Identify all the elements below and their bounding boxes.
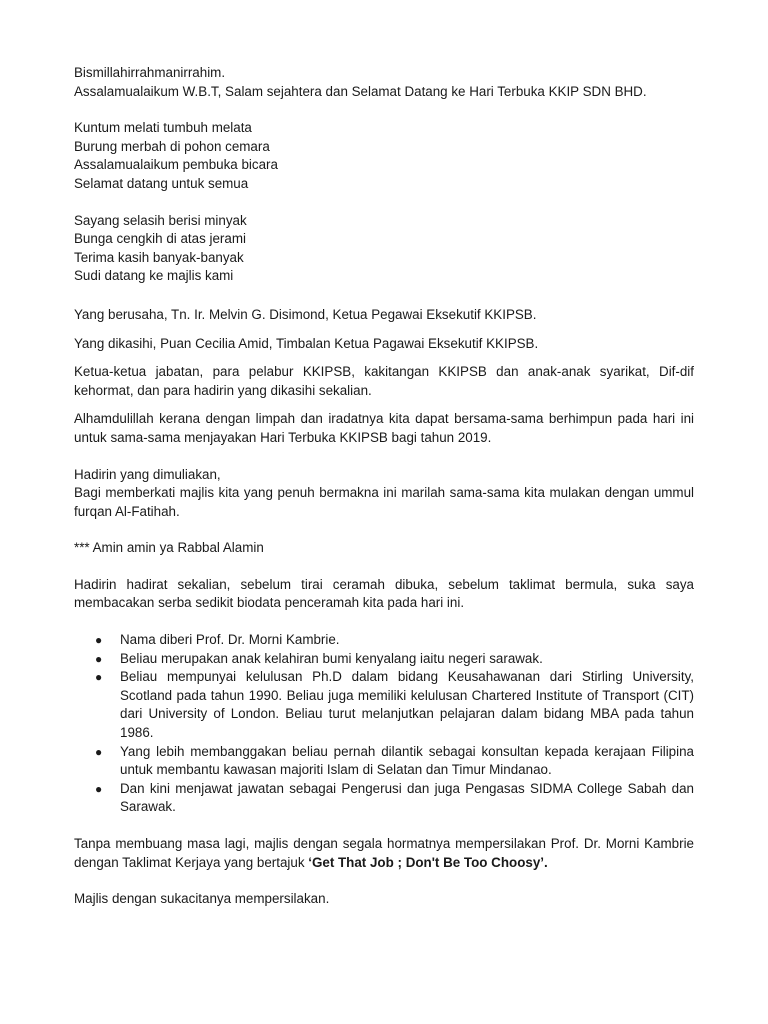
spacer <box>74 558 694 576</box>
final-line: Majlis dengan sukacitanya mempersilakan. <box>74 891 330 907</box>
closing-text: Tanpa membuang masa lagi, majlis dengan segala hormatnya mempersilakan Prof. Dr. Morni Kambrie dengan Taklimat Kerjaya yang bertajuk <box>74 836 694 870</box>
bio-item-text: Beliau merupakan anak kelahiran bumi kenyalang iaitu negeri sarawak. <box>120 650 543 666</box>
pantun-line: Sudi datang ke majlis kami <box>74 268 234 284</box>
document-page <box>74 64 694 909</box>
amin-line: *** Amin amin ya Rabbal Alamin <box>74 540 264 556</box>
spacer <box>74 613 694 631</box>
greeting-deputy: Yang dikasihi, Puan Cecilia Amid, Timbalan Ketua Pagawai Eksekutif KKIPSB. <box>74 335 539 351</box>
spacer <box>74 194 694 212</box>
spacer <box>74 817 694 835</box>
bio-list <box>74 631 694 817</box>
list-item <box>74 743 694 780</box>
bullet-icon: ● <box>95 633 103 648</box>
talk-title: ‘Get That Job ; Don't Be Too Choosy’. <box>308 854 548 870</box>
pantun-line: Sayang selasih berisi minyak <box>74 212 247 228</box>
hadirin-heading: Hadirin yang dimuliakan, <box>74 466 221 482</box>
pantun-line: Assalamualaikum pembuka bicara <box>74 157 278 173</box>
bullet-icon: ● <box>95 651 103 666</box>
list-item <box>74 668 694 742</box>
pantun-line: Selamat datang untuk semua <box>74 175 249 191</box>
spacer <box>74 872 694 890</box>
list-item <box>74 650 694 669</box>
opening-line: Bismillahirrahmanirrahim. <box>74 65 226 80</box>
pantun-stanza <box>74 119 694 193</box>
list-item <box>74 780 694 817</box>
pantun-line: Burung merbah di pohon cemara <box>74 138 270 154</box>
list-item <box>74 631 694 650</box>
spacer <box>74 521 694 539</box>
pantun-line: Bunga cengkih di atas jerami <box>74 231 246 247</box>
bio-item-text: Dan kini menjawat jawatan sebagai Pengerusi dan juga Pengasas SIDMA College Sabah dan Sarawak. <box>120 780 694 815</box>
spacer <box>74 353 694 363</box>
bio-item-text: Nama diberi Prof. Dr. Morni Kambrie. <box>120 632 340 648</box>
spacer <box>74 101 694 119</box>
spacer <box>74 400 694 410</box>
bio-item-text: Yang lebih membanggakan beliau pernah dilantik sebagai konsultan kepada kerajaan Filipina untuk membantu kawasan majoriti Islam di Selatan dan Timur Mindanao. <box>120 743 694 778</box>
pantun-line: Terima kasih banyak-banyak <box>74 249 244 265</box>
bio-intro-paragraph: Hadirin hadirat sekalian, sebelum tirai ceramah dibuka, sebelum taklimat bermula, suka saya membacakan serba sedikit biodata penceramah kita pada hari ini. <box>74 576 694 611</box>
bullet-icon: ● <box>95 670 103 685</box>
hadirin-paragraph: Bagi memberkati majlis kita yang penuh bermakna ini marilah sama-sama kita mulakan dengan ummul furqan Al-Fatihah. <box>74 485 694 519</box>
greeting-ceo: Yang berusaha, Tn. Ir. Melvin G. Disimond, Ketua Pegawai Eksekutif KKIPSB. <box>74 306 537 322</box>
spacer <box>74 286 694 306</box>
spacer <box>74 325 694 335</box>
bullet-icon: ● <box>95 781 103 796</box>
pantun-stanza <box>74 212 694 286</box>
pantun-line: Kuntum melati tumbuh melata <box>74 120 252 136</box>
bio-item-text: Beliau mempunyai kelulusan Ph.D dalam bidang Keusahawanan dari Stirling University, Scotland pada tahun 1990. Beliau juga memiliki kelulusan Chartered Institute of Transport (CIT) dari University of London. Beliau turut melanjutkan pelajaran dalam bidang MBA pada tahun 1986. <box>120 669 694 741</box>
bullet-icon: ● <box>95 744 103 759</box>
alhamdulillah-paragraph: Alhamdulillah kerana dengan limpah dan iradatnya kita dapat bersama-sama berhimpun pada hari ini untuk sama-sama menjayakan Hari Terbuka KKIPSB bagi tahun 2019. <box>74 411 694 445</box>
greeting-all: Ketua-ketua jabatan, para pelabur KKIPSB, kakitangan KKIPSB dan anak-anak syarikat, Dif-dif kehormat, dan para hadirin yang dikasihi sekalian. <box>74 364 694 398</box>
spacer <box>74 448 694 466</box>
closing-paragraph <box>74 835 694 872</box>
opening-line: Assalamualaikum W.B.T, Salam sejahtera dan Selamat Datang ke Hari Terbuka KKIP SDN BHD. <box>74 83 647 99</box>
